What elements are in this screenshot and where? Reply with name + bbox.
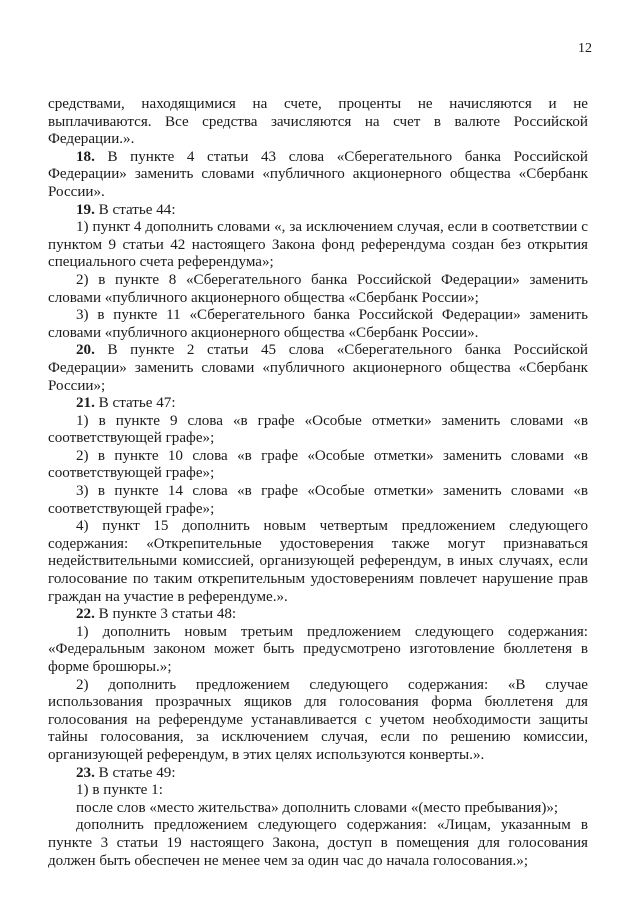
subparagraph (48, 413, 588, 448)
paragraph-text: 1) пункт 4 дополнить словами «, за исключением случая, если в соответствии с пунктом 9 статьи 42 настоящего Закона фонд референдума создан без открытия специального счета референдума»; (48, 219, 588, 271)
subparagraph (48, 448, 588, 483)
paragraph-item-18 (48, 149, 588, 202)
paragraph-text: 1) в пункте 1: (76, 782, 163, 799)
paragraph-text: 2) дополнить предложением следующего содержания: «В случае использования прозрачных ящиков для голосования форма бюллетеня для голосования на референдуме устанавливается с учетом необходимости защиты тайны голосования, за исключением случая, если по решению комиссии, организующей референдум, в этих целях используются конверты.». (48, 676, 588, 763)
paragraph-text: 2) в пункте 8 «Сберегательного банка Российской Федерации» заменить словами «публичного акционерного общества «Сбербанк России»; (48, 271, 588, 306)
subparagraph (48, 518, 588, 606)
paragraph-item-20 (48, 342, 588, 395)
paragraph-text: дополнить предложением следующего содержания: «Лицам, указанным в пункте 3 статьи 19 настоящего Закона, доступ в помещения для голосования должен быть обеспечен не менее чем за один час до начала голосования.»; (48, 817, 588, 869)
paragraph-text: В статье 44: (94, 201, 176, 218)
paragraph-text: после слов «место жительства» дополнить словами «(место пребывания)»; (76, 799, 559, 816)
item-number: 18. (76, 148, 95, 165)
item-number: 22. (76, 606, 95, 623)
paragraph-text: 4) пункт 15 дополнить новым четвертым предложением следующего содержания: «Открепительные удостоверения также могут признаваться недействительными комиссией, организующей референдум, в иных случаях, если голосование по таким открепительным удостоверениям повлечет нарушение прав граждан на участие в референдуме.». (48, 518, 588, 605)
paragraph-text: В пункте 4 статьи 43 слова «Сберегательного банка Российской Федерации» заменить словами «публичного акционерного общества «Сбербанк России». (48, 148, 588, 200)
subparagraph (48, 817, 588, 870)
paragraph-text: В пункте 3 статьи 48: (94, 606, 237, 623)
paragraph-text: 1) в пункте 9 слова «в графе «Особые отметки» заменить словами «в соответствующей графе»; (48, 412, 588, 447)
paragraph-text: 1) дополнить новым третьим предложением следующего содержания: «Федеральным законом может быть предусмотрено изготовление бюллетеня в форме брошюры.»; (48, 623, 588, 675)
paragraph-item-19 (48, 202, 588, 220)
paragraph-text: В пункте 2 статьи 45 слова «Сберегательного банка Российской Федерации» заменить словами «публичного акционерного общества «Сбербанк России»; (48, 342, 588, 394)
paragraph-text: В статье 49: (94, 764, 176, 781)
paragraph-text: 3) в пункте 14 слова «в графе «Особые отметки» заменить словами «в соответствующей графе»; (48, 483, 588, 517)
paragraph-item-23 (48, 765, 588, 783)
paragraph-continuation (48, 96, 588, 149)
paragraph-text: 3) в пункте 11 «Сберегательного банка Российской Федерации» заменить словами «публичного акционерного общества «Сбербанк России». (48, 307, 588, 341)
subparagraph (48, 272, 588, 307)
subparagraph (48, 624, 588, 677)
paragraph-item-21 (48, 395, 588, 413)
subparagraph (48, 483, 588, 518)
paragraph-text: В статье 47: (94, 395, 176, 412)
paragraph-item-22 (48, 606, 588, 624)
document-body (48, 96, 588, 870)
subparagraph (48, 782, 588, 800)
subparagraph (48, 219, 588, 272)
subparagraph (48, 307, 588, 342)
paragraph-text: 2) в пункте 10 слова «в графе «Особые отметки» заменить словами «в соответствующей графе»; (48, 447, 588, 482)
item-number: 20. (76, 342, 95, 359)
item-number: 23. (76, 764, 95, 781)
paragraph-text: средствами, находящимися на счете, проценты не начисляются и не выплачиваются. Все средства зачисляются на счет в валюте Российской Федерации.». (48, 96, 588, 148)
subparagraph (48, 800, 588, 818)
item-number: 21. (76, 395, 95, 412)
subparagraph (48, 677, 588, 765)
page-number: 12 (578, 41, 592, 56)
item-number: 19. (76, 201, 95, 218)
